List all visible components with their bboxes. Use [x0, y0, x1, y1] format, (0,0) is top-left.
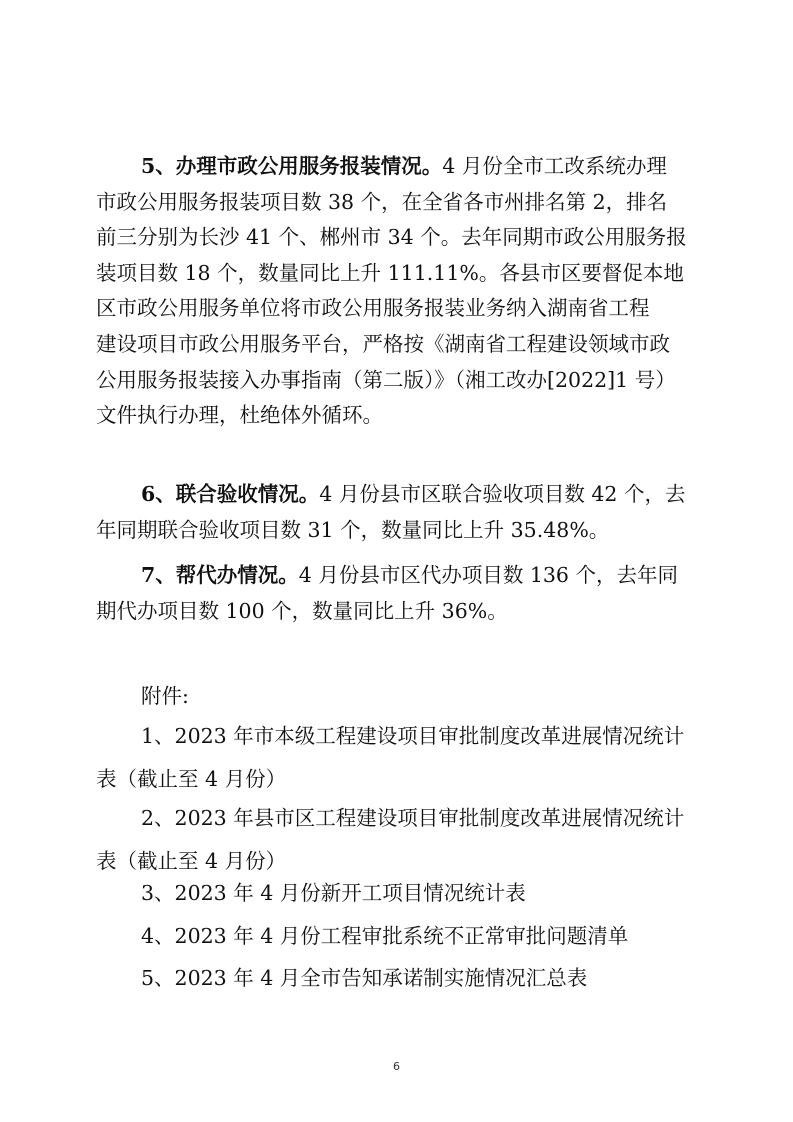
section-line: 市政公用服务报装项目数 38 个，在全省各市州排名第 2，排名 [96, 189, 668, 214]
section-line [96, 477, 698, 513]
section-line: 装项目数 18 个，数量同比上升 111.11%。各县市区要督促本地 [96, 260, 684, 285]
section-line: 建设项目市政公用服务平台，严格按《湖南省工程建设领域市政 [96, 331, 670, 356]
attachment-line: 1、2023 年市本级工程建设项目审批制度改革进展情况统计 [141, 724, 685, 748]
section-heading: 5、办理市政公用服务报装情况。 [141, 154, 443, 178]
attachment-item [96, 797, 698, 883]
section-agency-service [96, 558, 698, 629]
section-line [96, 149, 698, 185]
attachment-line: 表（截止至 4 月份） [96, 767, 287, 791]
attachment-item [96, 957, 698, 1000]
section-text: 4 月份全市工改系统办理 [442, 154, 667, 178]
section-line: 公用服务报装接入办事指南（第二版）》（湘工改办[2022]1 号） [96, 367, 676, 392]
attachment-line: 表（截止至 4 月份） [96, 849, 287, 873]
attachment-line: 4、2023 年 4 月份工程审批系统不正常审批问题清单 [141, 924, 629, 948]
attachment-line: 2、2023 年县市区工程建设项目审批制度改革进展情况统计 [141, 806, 685, 830]
section-line: 文件执行办理，杜绝体外循环。 [96, 403, 383, 428]
section-heading: 6、联合验收情况。 [141, 482, 320, 506]
attachment-line: 3、2023 年 4 月份新开工项目情况统计表 [141, 881, 526, 905]
section-heading: 7、帮代办情况。 [141, 563, 299, 587]
section-line: 年同期联合验收项目数 31 个，数量同比上升 35.48%。 [96, 517, 610, 542]
section-text: 4 月份县市区联合验收项目数 42 个，去 [319, 482, 686, 506]
section-joint-acceptance [96, 477, 698, 548]
attachment-item [96, 715, 698, 801]
section-line: 区市政公用服务单位将市政公用服务报装业务纳入湖南省工程 [96, 296, 650, 321]
attachment-item [96, 872, 698, 915]
section-line: 期代办项目数 100 个，数量同比上升 36%。 [96, 598, 508, 623]
attachment-item [96, 915, 698, 958]
page-number: 6 [393, 1060, 400, 1073]
attachment-line: 5、2023 年 4 月全市告知承诺制实施情况汇总表 [141, 966, 588, 990]
section-line: 前三分别为长沙 41 个、郴州市 34 个。去年同期市政公用服务报 [96, 225, 687, 250]
section-municipal-service [96, 149, 698, 434]
section-text: 4 月份县市区代办项目数 136 个，去年同 [298, 563, 678, 587]
section-line [96, 558, 698, 594]
attachments-title: 附件: [141, 684, 189, 708]
